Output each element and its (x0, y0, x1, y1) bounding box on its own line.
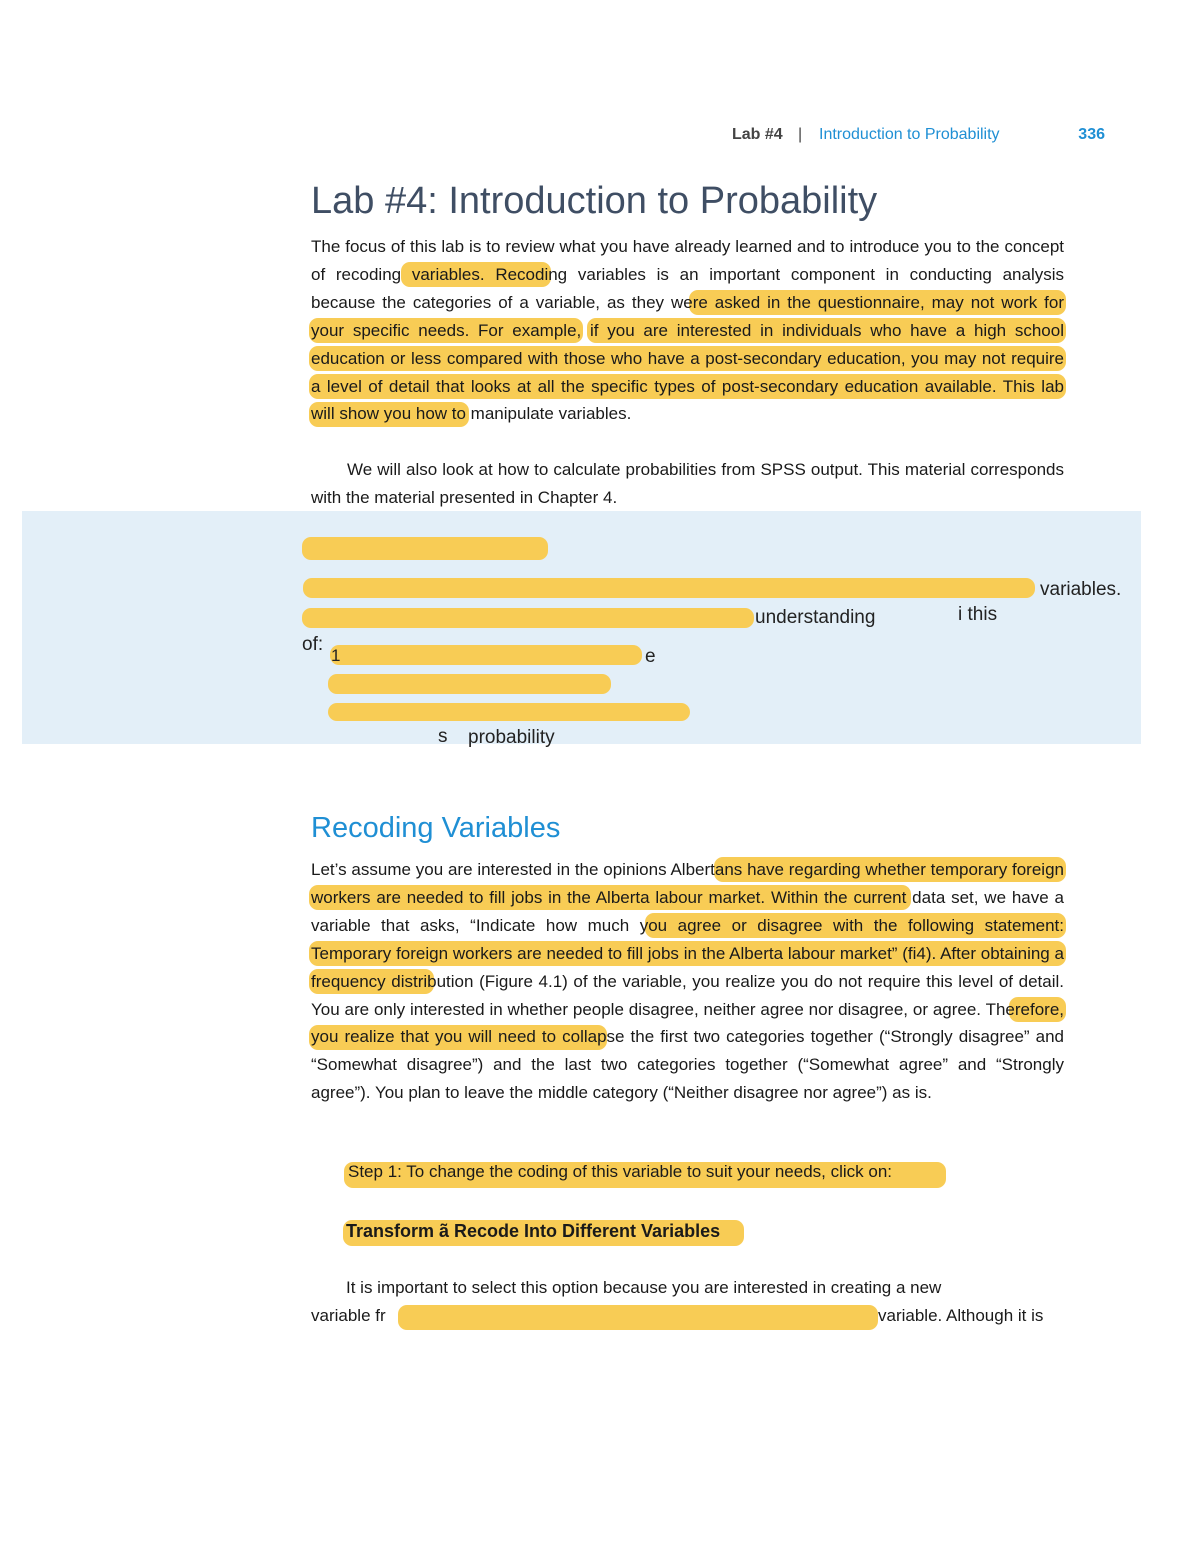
last-line-start: variable fr (311, 1306, 386, 1325)
menu-path: Transform ã Recode Into Different Variables (346, 1221, 721, 1241)
header-lab-label: Lab #4 (732, 126, 783, 143)
highlight (303, 578, 1035, 598)
objective-fragment: variables. (1040, 579, 1122, 600)
highlight (328, 674, 611, 694)
objective-fragment: s (438, 726, 448, 747)
highlight (328, 703, 690, 721)
header-topic: Introduction to Probability (819, 126, 1000, 143)
objective-fragment: understanding (755, 607, 876, 628)
intro-paragraph: The focus of this lab is to review what you have already learned and to introduce you to the concept of recoding variables. Recoding variables is an important component in conducting analysis because the categories of a variable, as they were asked in the questionnaire, may not work for your specific needs. For example, if you are interested in individuals who have a high school education or less compared with those who have a post-secondary education, you may not require a level of detail that looks at all the specific types of post-secondary education available. This lab will show you how to manipulate variables. (311, 237, 1064, 424)
running-header (600, 126, 1105, 150)
objective-fragment: probability (468, 727, 555, 748)
page-number: 336 (1078, 126, 1105, 143)
section-paragraph: Let’s assume you are interested in the opinions Albertans have regarding whether temporary foreign workers are needed to fill jobs in the Alberta labour market. Within the current data set, we have a variable that asks, “Indicate how much you agree or disagree with the following statement: Temporary foreign workers are needed to fill jobs in the Alberta labour market” (fi4). After obtaining a frequency distribution (Figure 4.1) of the variable, you realize you do not require this level of detail. You are only interested in whether people disagree, neither agree nor disagree, or agree. Therefore, you realize that you will need to collapse the first two categories together (“Strongly disagree” and “Somewhat disagree”) and the last two categories together (“Somewhat agree” and “Strongly agree”). You plan to leave the middle category (“Neither disagree nor agree”) as is. (311, 860, 1064, 1103)
highlight (302, 537, 548, 560)
paragraph-after: It is important to select this option because you are interested in creating a new (346, 1278, 942, 1297)
highlight (330, 645, 642, 665)
highlight (398, 1305, 878, 1330)
highlight (302, 608, 754, 628)
intro-paragraph-2: We will also look at how to calculate probabilities from SPSS output. This material corresponds with the material presented in Chapter 4. (311, 460, 1064, 507)
section-heading: Recoding Variables (311, 812, 561, 844)
objective-fragment: of: (302, 634, 324, 655)
step-1-instruction: Step 1: To change the coding of this variable to suit your needs, click on: (348, 1162, 893, 1181)
page-title: Lab #4: Introduction to Probability (311, 180, 878, 222)
header-separator: | (798, 126, 803, 143)
objective-fragment: 1 (331, 646, 341, 665)
objective-fragment: i this (958, 604, 998, 625)
last-line-end: variable. Although it is (878, 1306, 1044, 1325)
objective-fragment: e (645, 646, 656, 667)
